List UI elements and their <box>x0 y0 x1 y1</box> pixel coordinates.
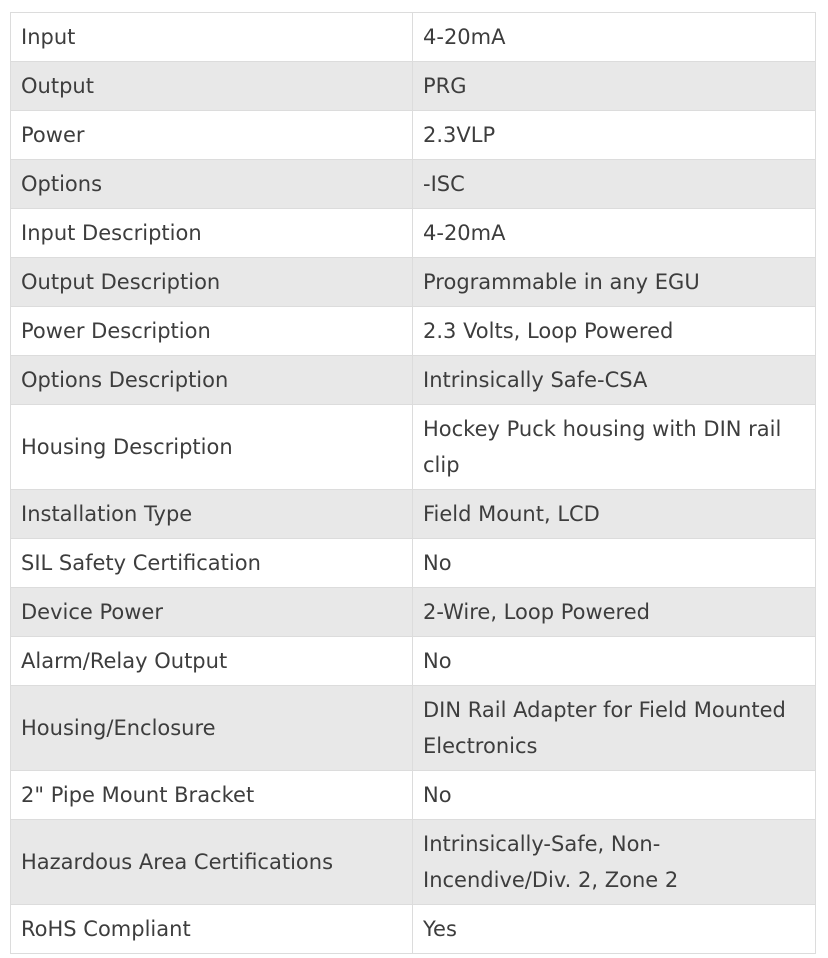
spec-label: Power Description <box>11 307 413 356</box>
table-row <box>11 62 816 111</box>
table-row <box>11 356 816 405</box>
spec-value: 2.3 Volts, Loop Powered <box>413 307 816 356</box>
spec-value: Intrinsically Safe-CSA <box>413 356 816 405</box>
spec-label: Hazardous Area Certifications <box>11 820 413 905</box>
table-row <box>11 13 816 62</box>
spec-value: 4-20mA <box>413 209 816 258</box>
spec-value: 2.3VLP <box>413 111 816 160</box>
table-row <box>11 588 816 637</box>
spec-label: Output <box>11 62 413 111</box>
spec-label: 2" Pipe Mount Bracket <box>11 771 413 820</box>
spec-label: Options Description <box>11 356 413 405</box>
table-row <box>11 820 816 905</box>
table-row <box>11 307 816 356</box>
spec-label: Installation Type <box>11 490 413 539</box>
table-row <box>11 405 816 490</box>
table-row <box>11 905 816 954</box>
spec-value: -ISC <box>413 160 816 209</box>
spec-label: Output Description <box>11 258 413 307</box>
spec-label: Power <box>11 111 413 160</box>
spec-value: Programmable in any EGU <box>413 258 816 307</box>
spec-label: Input <box>11 13 413 62</box>
spec-value: Yes <box>413 905 816 954</box>
table-row <box>11 111 816 160</box>
table-row <box>11 539 816 588</box>
spec-value: No <box>413 539 816 588</box>
table-row <box>11 490 816 539</box>
specifications-table <box>10 12 816 954</box>
spec-label: Housing Description <box>11 405 413 490</box>
spec-label: Options <box>11 160 413 209</box>
spec-label: Input Description <box>11 209 413 258</box>
spec-value: Intrinsically-Safe, Non-Incendive/Div. 2, Zone 2 <box>413 820 816 905</box>
spec-label: Alarm/Relay Output <box>11 637 413 686</box>
spec-value: No <box>413 637 816 686</box>
spec-label: SIL Safety Certification <box>11 539 413 588</box>
table-row <box>11 686 816 771</box>
spec-label: RoHS Compliant <box>11 905 413 954</box>
spec-value: Hockey Puck housing with DIN rail clip <box>413 405 816 490</box>
table-row <box>11 160 816 209</box>
spec-label: Housing/Enclosure <box>11 686 413 771</box>
spec-value: 4-20mA <box>413 13 816 62</box>
table-row <box>11 771 816 820</box>
spec-value: 2-Wire, Loop Powered <box>413 588 816 637</box>
spec-label: Device Power <box>11 588 413 637</box>
spec-value: DIN Rail Adapter for Field Mounted Electronics <box>413 686 816 771</box>
table-row <box>11 209 816 258</box>
table-row <box>11 637 816 686</box>
table-row <box>11 258 816 307</box>
spec-value: No <box>413 771 816 820</box>
spec-value: Field Mount, LCD <box>413 490 816 539</box>
spec-value: PRG <box>413 62 816 111</box>
